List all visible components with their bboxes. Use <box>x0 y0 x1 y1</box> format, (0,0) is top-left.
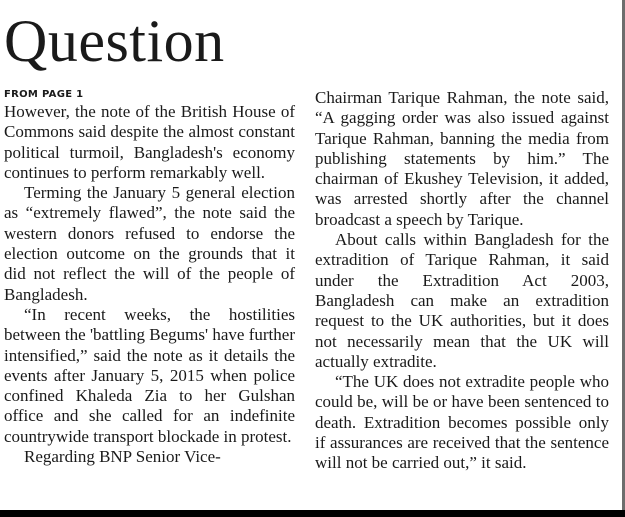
page-bottom-bar <box>0 510 625 517</box>
paragraph: “The UK does not extradite people who could be, will be or have been sentenced to death. Extradition becomes possible only if assurances are received that the sentence will not be carried out,” it said. <box>315 372 609 473</box>
article-column-right <box>315 88 609 474</box>
paragraph: However, the note of the British House of Commons said despite the almost constant political turmoil, Bangladesh's economy continues to perform remarkably well. <box>4 102 295 182</box>
paragraph: About calls within Bangladesh for the extradition of Tarique Rahman, it said under the Extradition Act 2003, Bangladesh can make an extradition request to the UK authorities, but it does not necessarily mean that the UK will actually extradite. <box>315 230 609 371</box>
article-column-left <box>4 88 295 467</box>
paragraph: Regarding BNP Senior Vice- <box>24 447 221 467</box>
paragraph: “In recent weeks, the hostilities between the 'battling Begums' have further intensified,” said the note as it details the events after January 5, 2015 when police confined Khaleda Zia to her Gulshan office and she called for an indefinite countrywide transport blockade in protest. <box>4 304 295 446</box>
paragraph: Terming the January 5 general election as “extremely flawed”, the note said the western donors refused to endorse the election outcome on the grounds that it did not reflect the will of the people of Bangladesh. <box>4 183 295 304</box>
headline: Question <box>4 8 225 74</box>
paragraph: Chairman Tarique Rahman, the note said, “A gagging order was also issued against Tarique Rahman, banning the media from publishing statements by him.” The chairman of Ekushey Television, it added, was arrested shortly after the channel broadcast a speech by Tarique. <box>315 88 609 229</box>
continued-from-label: FROM PAGE 1 <box>4 89 84 100</box>
